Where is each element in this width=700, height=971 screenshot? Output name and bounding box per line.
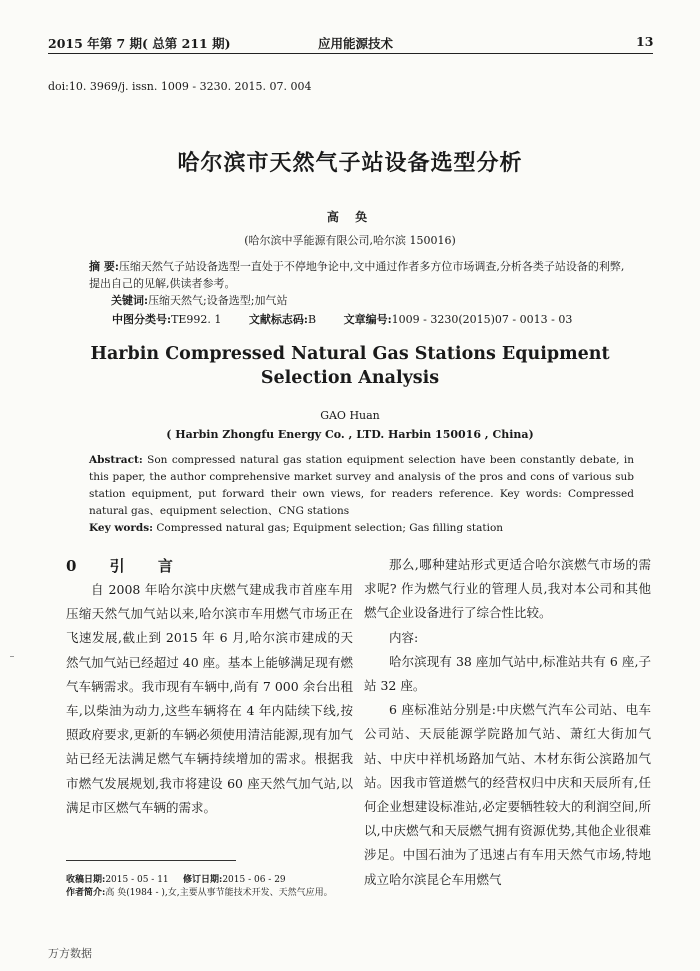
title-en-line2: Selection Analysis: [260, 368, 440, 388]
clc-value: TE992. 1: [171, 313, 222, 326]
keywords-en-label: Key words:: [89, 522, 154, 534]
section-number: 0: [66, 557, 91, 575]
right-paragraph-3: 哈尔滨现有 38 座加气站中,标准站共有 6 座,子站 32 座。: [364, 653, 651, 694]
author-bio: 高 奂(1984 - ),女,主要从事节能技术开发、天然气应用。: [105, 888, 333, 898]
gutter-mark: [10, 656, 14, 657]
affiliation-en: ( Harbin Zhongfu Energy Co. , LTD. Harbin 150016 , China): [166, 428, 534, 441]
abstract-en-text: Son compressed natural gas station equipment selection have been constantly debate, in this paper, the author comprehensive market survey and analysis of the pros and cons of various sub station equipment, put forward their own views, for readers reference. Key words: Compressed natural gas、equipment selection、CNG stations: [89, 454, 634, 517]
header-rule: [48, 53, 653, 54]
right-paragraph-4: 6 座标准站分别是:中庆燃气汽车公司站、电车公司站、天辰能源学院路加气站、萧红大街加气站、中庆中祥机场路加气站、木材东街公滨路加气站。因我市管道燃气的经营权归中庆和天辰所有,任何企业想建设标准站,必定要牺牲较大的利润空间,所以,中庆燃气和天辰燃气拥有资源优势,其他企业很难涉足。中国石油为了迅速占有车用天然气市场,特地成立哈尔滨昆仑车用燃气: [364, 702, 651, 887]
received-label: 收稿日期:: [66, 875, 106, 885]
article-no-label: 文章编号:: [343, 313, 392, 326]
section-title: 引 言: [109, 557, 187, 575]
affiliation-cn: (哈尔滨中孚能源有限公司,哈尔滨 150016): [244, 234, 456, 247]
keywords-en: [89, 522, 634, 534]
abstract-en-label: Abstract:: [89, 454, 143, 466]
title-en: [0, 342, 700, 390]
doc-code-value: B: [307, 313, 317, 326]
author-en: GAO Huan: [320, 409, 380, 422]
article-no-value: 1009 - 3230(2015)07 - 0013 - 03: [391, 313, 573, 326]
page-number: 13: [636, 34, 654, 49]
abstract-cn-label: 摘 要:: [89, 260, 119, 273]
received-date: 2015 - 05 - 11: [105, 875, 169, 885]
keywords-cn-label: 关键词:: [111, 294, 149, 307]
right-paragraph-2: 内容:: [389, 629, 419, 645]
abstract-cn: [89, 258, 634, 309]
footnote: [66, 874, 356, 900]
doc-code-label: 文献标志码:: [248, 313, 308, 326]
revised-label: 修订日期:: [182, 875, 223, 885]
right-paragraph-1: 那么,哪种建站形式更适合哈尔滨燃气市场的需求呢? 作为燃气行业的管理人员,我对本公司和其他燃气企业设备进行了综合性比较。: [364, 557, 651, 621]
running-header-issue: 2015 年第 7 期( 总第 211 期): [48, 36, 231, 51]
right-column: [364, 553, 651, 892]
author-bio-label: 作者简介:: [66, 888, 106, 898]
left-paragraph-1: 自 2008 年哈尔滨中庆燃气建成我市首座车用压缩天然气加气站以来,哈尔滨市车用燃气市场正在飞速发展,截止到 2015 年 6 月,哈尔滨市建成的天然气加气站已经超过 40 座。基本上能够满足现有燃气车辆需求。我市现有车辆中,尚有 7 000 余台出租车,以柴油为动力,这些车辆将在 4 年内陆续下线,按照政府要求,更新的车辆必须使用清洁能源,现有加气站已经无法满足燃气车辆持续增加的需求。根据我市燃气发展规划,我市将建设 60 座天然气加气站,以满足市区燃气车辆的需求。: [66, 582, 353, 815]
revised-date: 2015 - 06 - 29: [222, 875, 286, 885]
title-cn: 哈尔滨市天然气子站设备选型分析: [177, 150, 523, 176]
doi: doi:10. 3969/j. issn. 1009 - 3230. 2015. 07. 004: [48, 80, 312, 93]
keywords-cn-text: 压缩天然气;设备选型;加气站: [148, 294, 288, 307]
left-column: [66, 578, 353, 820]
running-header-journal: 应用能源技术: [318, 36, 394, 51]
abstract-en: [89, 452, 634, 520]
watermark-text: 万方数据: [48, 947, 92, 960]
abstract-cn-text: 压缩天然气子站设备选型一直处于不停地争论中,文中通过作者多方位市场调查,分析各类子站设备的利弊,提出自己的见解,供读者参考。: [89, 260, 625, 290]
title-en-line1: Harbin Compressed Natural Gas Stations Equipment: [90, 344, 610, 364]
keywords-en-text: Compressed natural gas; Equipment selection; Gas filling station: [153, 522, 504, 534]
clc-label: 中图分类号:: [112, 313, 172, 326]
classification-line: [112, 311, 652, 327]
author-cn: 高 奂: [326, 210, 374, 224]
section-heading: [66, 555, 187, 576]
footnote-rule: [66, 860, 236, 861]
